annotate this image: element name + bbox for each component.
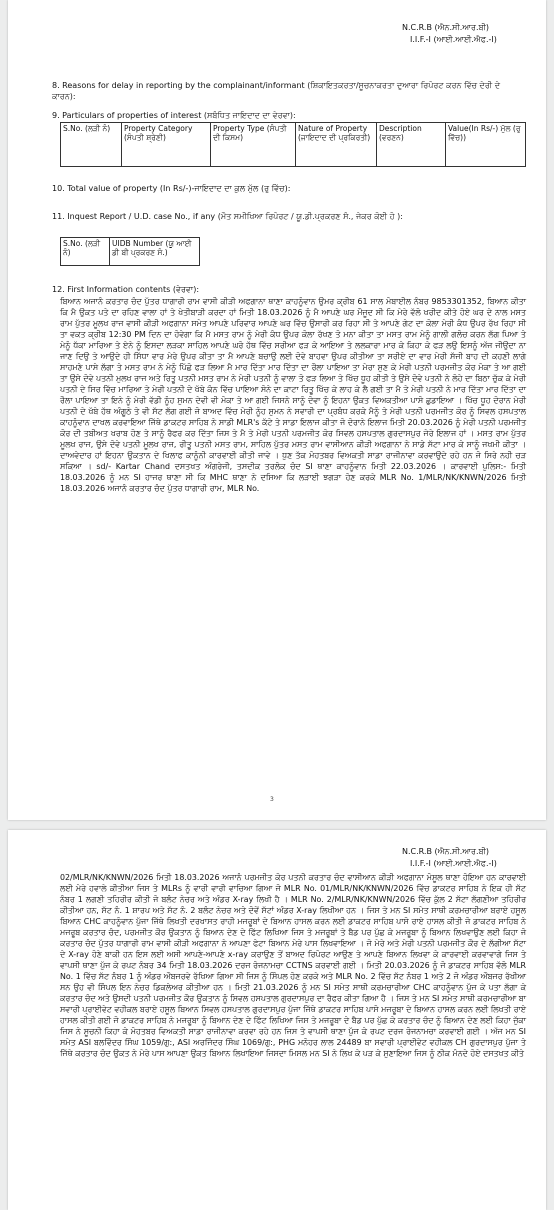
section-9-title: 9. Particulars of properties of interest xyxy=(52,111,202,120)
section-12-title: 12. First Information contents (ਵੇਰਵਾ): xyxy=(52,285,200,294)
first-information-text: ਬਿਆਨ ਅਜਾਨੰ ਕਰਤਾਰ ਚੰਦ ਪੁੱਤਰ ਧਾਗਾਰੀ ਰਾਮ ਵਾਸੀ ਕੀੜੀ ਅਫਗਾਨਾ ਥਾਣਾ ਕਾਹਨੂੰਵਾਨ ਉਮਰ ਕ੍ਰੀਬ 61 ਸਾਲ ਮੋਬਾਈਲ ਨੰਬਰ 9853301352, ਬਿਆਨ ਕੀਤਾ ਕਿ ਮੈ ਉਕਤ ਪਤੇ ਦਾ ਰਹਿਣ ਵਾਲਾ ਹਾਂ ਤੇ ਖੇਤੀਬਾੜੀ ਕਰਦਾ ਹਾਂ ਮਿਤੀ 18.03.2026 ਨੂੰ ਮੈ ਆਪਣੇ ਘਰ ਮੌਜੂਦ ਸੀ ਕਿ ਮੇਰੇ ਵੱਲੋ ਖਰੀਦ ਕੀਤੇ ਹੋਏ ਘਰ ਦੇ ਨਾਲ ਮਸਤ ਰਾਮ ਪੁੱਤਰ ਮੂਲਖ ਰਾਜ ਵਾਸੀ ਕੀੜੀ ਅਫਗਾਨਾ ਸਮੇਤ ਆਪਣੇ ਪਰਿਵਾਰ ਆਪਣੇ ਘਰ ਵਿੱਚ ਉਸਾਰੀ ਕਰ ਰਿਹਾ ਸੀ ਤੇ ਆਪਣੇ ਗੇਟ ਦਾ ਕੋਲਾ ਮੇਰੀ ਕੰਧ ਉਪਰ ਰੱਖ ਰਿਹਾ ਸੀ ਤਾ ਵਕਤ ਕ੍ਰੀਬ 12:30 PM ਦਿਨ ਦਾ ਹੋਵੇਗਾ ਕਿ ਮੈ ਮਸਤ ਰਾਮ ਨੂੰ ਮੇਰੀ ਕੰਧ ਉਪਰ ਕੋਲਾ ਰੱਖਣ ਤੋ ਮਨਾ ਕੀਤਾ ਤਾ ਮਸਤ ਰਾਮ ਮੇਨੂੰ ਗਾਲੀ ਗਲੋਚ ਕਰਨ ਲੱਗ ਪਿਆ ਤੇ ਮੇਨੂੰ ਧੱਕਾ ਮਾਰਿਆ ਤੇ ਏਨੇ ਨੂੰ ਇਸਦਾ ਲੜਕਾ ਸਾਹਿਲ ਆਪਣੇ ਘਰੋ ਹੱਥ ਵਿੱਚ ਸਰੀਆ ਫੜ ਕੇ ਆਇਆ ਤੇ ਲਲਕਾਰਾ ਮਾਰ ਕੇ ਕਿਹਾ ਕੇ ਫੜ ਲਉ ਇਸਨੂੰ ਅੱਜ ਜੀਉਦਾ ਨਾ ਜਾਣ ਦਿਉ ਤੇ ਆਉਦੇ ਹੀ ਸਿੱਧਾ ਵਾਰ ਮੇਰੇ ਉਪਰ ਕੀਤਾ ਤਾ ਮੈ ਆਪਣੇ ਬਚਾਉ ਲਈ ਦੋਵੇ ਬਾਹਵਾ ਉਪਰ ਕੀਤੀਆ ਤਾ ਸਰੀਏ ਦਾ ਵਾਰ ਮੇਰੀ ਸੱਜੀ ਬਾਹ ਦੀ ਕਹਣੀ ਲਾਗੇ ਸਾਹਮਣੇ ਪਾਸੇ ਲੱਗਾ ਤੇ ਮਸਤ ਰਾਮ ਨੇ ਮੇਨੂੰ ਪਿੱਛੋ ਫੜ ਲਿਆ ਮੈ ਮਾਰ ਦਿੱਤਾ ਮਾਰ ਦਿੱਤਾ ਦਾ ਰੌਲਾ ਪਾਇਆ ਤਾ ਮੇਰਾ ਸੁਣ ਕੇ ਮੇਰੀ ਪਤਨੀ ਪਰਮਜੀਤ ਕੋਰ ਮੋਕਾ ਤੇ ਆ ਗਈ ਤਾ ਉਸੇ ਦੋਵੇ ਪਤਨੀ ਮੁਲਖ ਰਾਜ ਅਤੇ ਰਿਤੂ ਪਤਨੀ ਮਸਤ ਰਾਮ ਨੇ ਮੇਰੀ ਪਤਨੀ ਨੂੰ ਵਾਲਾ ਤੋ ਫੜ ਲਿਆ ਤੇ ਖਿੱਚ ਧੂਹ ਕੀਤੀ ਤੇ ਉਸੇ ਦੋਵੇ ਪਤਨੀ ਨੇ ਲੋਹੇ ਦਾ ਬਿਠਾ ਚੁੱਕ ਕੇ ਮੇਰੀ ਪਤਨੀ ਦੇ ਸਿਰ ਵਿੱਚ ਮਾਰਿਆ ਤੇ ਮੇਰੀ ਪਤਨੀ ਦੇ ਖੱਬੇ ਕੰਨ ਵਿੱਚ ਪਾਇਆ ਸੋਨੇ ਦਾ ਕਾਟਾ ਰਿਤੂ ਖਿੱਚ ਕੇ ਲਾਹ ਕੇ ਲੈ ਗਈ ਤਾ ਮੈ ਤੇ ਮੇਰੀ ਪਤਨੀ ਨੇ ਮਾਰ ਦਿੱਤਾ ਮਾਰ ਦਿੱਤਾ ਦਾ ਰੌਲਾ ਪਾਇਆ ਤਾ ਇਨੇ ਨੂੰ ਮੇਰੀ ਵੱਡੀ ਨੂੰਹ ਸੁਮਨ ਦੇਵੀ ਵੀ ਮੋਕਾ ਤੇ ਆ ਗਈ ਜਿਸਨੇ ਸਾਨੂੰ ਦੋਵਾ ਨੂੰ ਇਹਨਾ ਉਕਤ ਵਿਅਕਤੀਆ ਪਾਸੋ ਛੁਡਾਇਆ । ਖਿੱਚ ਧੂਹ ਦੋਰਾਨ ਮੇਰੀ ਪਤਨੀ ਦੇ ਖੱਬੇ ਹੱਥ ਅੰਗੂਠੇ ਤੇ ਵੀ ਸੱਟ ਲੱਗ ਗਈ ਜੋ ਬਾਅਦ ਵਿੱਚ ਮੇਰੀ ਨੂੰਹ ਸੁਮਨ ਨੇ ਸਵਾਰੀ ਦਾ ਪ੍ਰਬੰਧ ਕਰਕੇ ਮੈਨੂੰ ਤੇ ਮੇਰੀ ਪਤਨੀ ਪਰਮਜੀਤ ਕੋਰ ਨੂੰ ਸਿਵਲ ਹਸਪਤਾਲ ਕਾਹਨੂੰਵਾਨ ਦਾਖਲ ਕਰਵਾਇਆ ਜਿੱਥੇ ਡਾਕਟਰ ਸਾਹਿਬ ਨੇ ਸਾਡੀ MLR's ਕੱਟੇ ਤੇ ਸਾਡਾ ਇਲਾਜ ਕੀਤਾ ਜੋ ਦੋਰਾਨੇ ਇਲਾਜ ਮਿਤੀ 20.03.2026 ਨੂੰ ਮੇਰੀ ਪਤਨੀ ਪਰਮਜੀਤ ਕੋਰ ਦੀ ਤਬੀਅਤ ਖਰਾਬ ਹੋਣ ਤੇ ਸਾਨੂੰ ਰੈਫਰ ਕਰ ਦਿੱਤਾ ਜਿਸ ਤੇ ਮੈ ਤੇ ਮੇਰੀ ਪਤਨੀ ਪਰਮਜੀਤ ਕੋਰ ਸਿਵਲ ਹਸਪਤਾਲ ਗੁਰਦਾਸਪੁਰ ਜੇਰੇ ਇਲਾਜ ਹਾਂ । ਮਸਤ ਰਾਮ ਪੁੱਤਰ ਮੂਲਖ ਰਾਜ, ਉਸੇ ਦੋਵੇ ਪਤਨੀ ਮੂਲਖ ਰਾਜ, ਰੀਤੂ ਪਤਨੀ ਮਸਤ ਰਾਮ, ਸਾਹਿਲ ਪੁੱਤਰ ਮਸਤ ਰਾਮ ਵਾਸੀਆਨ ਕੀੜੀ ਅਫਗਾਨਾ ਨੇ ਸਾਡੇ ਸੱਟਾ ਮਾਰ ਕੇ ਸਾਨੂੰ ਜਖਮੀ ਕੀਤਾ । ਦਾਅਵੇਦਾਰ ਹਾਂ ਇਹਨਾ ਉਕਤਾਨ ਦੇ ਖਿਲਾਫ ਕਾਨੂੰਨੀ ਕਾਰਵਾਈ ਕੀਤੀ ਜਾਵੇ । ਧੁਣ ਤੱਕ ਮੋਹਤਬਰ ਵਿਅਕਤੀ ਸਾਡਾ ਰਾਜੀਨਾਵਾ ਕਰਵਾਉਦੇ ਰਹੇ ਹਨ ਜੋ ਸਿਰੇ ਨਹੀ ਚੜ ਸਕਿਆ । sd/- Kartar Chand ਦਸਤਖਤ ਅੰਗਰੇਜੀ, ਤਸਦੀਕ ਤਰਲੋਕ ਚੰਦ SI ਥਾਣਾ ਕਾਹਨੂੰਵਾਨ ਮਿਤੀ 22.03.2026 । ਕਾਰਵਾਈ ਪੁਲਿਸ:- ਮਿਤੀ 18.03.2026 ਨੂੰ ਮਨ SI ਹਾਜਰ ਥਾਣਾ ਸੀ ਕਿ MHC ਥਾਣਾ ਨੇ ਦਸਿਆ ਕਿ ਲੜਾਈ ਝਗੜਾ ਹੋਣ ਕਰਕੇ MLR No. 1/MLR/NK/KNWN/2026 ਮਿਤੀ 18.03.2026 ਅਜਾਨੰ ਕਰਤਾਰ ਚੰਦ ਪੁੱਤਰ ਧਾਗਾਰੀ ਰਾਮ, MLR No. xyxy=(60,297,526,493)
col-nature-of-property: Nature of Property (ਜਾਇਦਾਦ ਦੀ ਪ੍ਰਕਿਰਤੀ) xyxy=(296,123,377,167)
ncrb-header xyxy=(402,22,522,46)
ncrb-header-page-2 xyxy=(402,846,522,870)
header-iif-2: I.I.F.-I (ਆਈ.ਆਈ.ਐਫ.-I) xyxy=(410,859,497,868)
header-iif: I.I.F.-I (ਆਈ.ਆਈ.ਐਫ.-I) xyxy=(410,35,497,44)
section-9-title-pa: (ਸਬੰਧਿਤ ਜਾਇਦਾਦ ਦਾ ਵੇਰਵਾ): xyxy=(203,111,296,120)
document-page-1 xyxy=(8,0,546,820)
col-sno: S.No. (ਲੜੀ ਨੰ) xyxy=(61,123,122,167)
header-ncrb: N.C.R.B (ਐਨ.ਸੀ.ਆਰ.ਬੀ) xyxy=(402,23,490,32)
section-9 xyxy=(52,110,522,121)
col-inquest-sno: S.No. (ਲੜੀ ਨੰ) xyxy=(61,238,110,266)
col-uidb-number: UIDB Number (ਯੂ ਆਈ ਡੀ ਬੀ ਪ੍ਰਕਰਣ ਸੰ.) xyxy=(110,238,200,266)
col-value: Value(In Rs/-) ਮੁੱਲ (ਰੁ ਵਿੱਚ)) xyxy=(446,123,526,167)
first-information-text-continued: 02/MLR/NK/KNWN/2026 ਮਿਤੀ 18.03.2026 ਅਜਾਨੰ ਪਰਮਜੀਤ ਕੋਰ ਪਤਨੀ ਕਰਤਾਰ ਚੰਦ ਵਾਸੀਆਨ ਕੀੜੀ ਅਫਗਾਨਾ ਮੋਸੂਲ ਥਾਣਾ ਹੋਇਆ ਹਨ ਕਾਰਵਾਈ ਲਈ ਮੇਰੇ ਹਵਾਲੇ ਕੀਤੀਆ ਜਿਸ ਤੇ MLRs ਨੂੰ ਵਾਰੀ ਵਾਰੀ ਵਾਚਿਆ ਗਿਆ ਜੋ MLR No. 01/MLR/NK/KNWN/2026 ਵਿੱਚ ਡਾਕਟਰ ਸਾਹਿਬ ਨੇ ਇਕ ਹੀ ਸੱਟ ਨੰਬਰ 1 ਲਗਣੀ ਤਹਿਰੀਰ ਕੀਤੀ ਜੋ ਬਲੰਟ ਨੇਚਰ ਅਤੇ ਅੰਡਰ X-ray ਲਿਖੀ ਹੈ । MLR No. 2/MLR/NK/KNWN/2026 ਵਿੱਚ ਕੁੱਲ 2 ਸੱਟਾ ਲੱਗਣੀਆ ਤਹਿਰੀਰ ਕੀਤੀਆ ਹਨ, ਸੱਟ ਨੰ. 1 ਸ਼ਾਰਪ ਅਤੇ ਸੱਟ ਨੰ. 2 ਬਲੰਟ ਨੇਚਰ ਅਤੇ ਦੋਵੇਂ ਸੱਟਾਂ ਅੰਡਰ X-ray ਲਿਖੀਆ ਹਨ । ਜਿਸ ਤੇ ਮਨ SI ਸਮੇਤ ਸਾਥੀ ਕਰਮਚਾਰੀਆ ਬਰਾਏ ਹਸੂਲ ਬਿਆਨ CHC ਕਾਹਨੂੰਵਾਨ ਪੁੱਜਾ ਜਿੱਥੇ ਲਿਖਤੀ ਦਰਖਾਸਤ ਰਾਹੀ ਮਜਰੂਬਾਂ ਦੇ ਬਿਆਨ ਹਾਸਲ ਕਰਨ ਲਈ ਡਾਕਟਰ ਸਾਹਿਬ ਪਾਸੋ ਰਾਏ ਹਾਸਲ ਕੀਤੀ ਜੋ ਡਾਕਟਰ ਸਾਹਿਬ ਨੇ ਮਜਰੂਬ ਕਰਤਾਰ ਚੰਦ, ਪਰਮਜੀਤ ਕੌਰ ਉਕਤਾਨ ਨੂੰ ਬਿਆਨ ਦੇਣ ਦੇ ਫਿੱਟ ਲਿਖਿਆ ਜਿਸ ਤੇ ਮਜਰੂਬਾਂ ਤੇ ਬੈਡ ਪਰ ਪੁੱਛ ਕੇ ਮਜਰੂਬਾ ਨੂੰ ਬਿਆਨ ਲਿਖਵਾਉਣ ਲਈ ਕਿਹਾ ਜੋ ਕਰਤਾਰ ਚੰਦ ਪੁੱਤਰ ਧਾਗਾਰੀ ਰਾਮ ਵਾਸੀ ਕੀੜੀ ਅਫਗਾਨਾ ਨੇ ਆਪਣਾ ਫੇਟਾ ਬਿਆਨ ਮੇਰੇ ਪਾਸ ਲਿਖਵਾਇਆ । ਜੋ ਮੇਰੇ ਅਤੇ ਮੇਰੀ ਪਤਨੀ ਪਰਮਜੀਤ ਕੌਰ ਦੇ ਲੱਗੀਆ ਸੱਟਾ ਦੇ X-ray ਹੋਣੇ ਬਾਕੀ ਹਨ ਇਸ ਲਈ ਅਸੀ ਆਪਣੇ-ਆਪਣੇ x-ray ਕਰਾਉਣ ਤੋਂ ਬਾਅਦ ਰਿਪੋਰਟ ਆਉਣ ਤੇ ਆਪਣੇ ਬਿਆਨ ਲਿਖਵਾ ਕੇ ਕਾਰਵਾਈ ਕਰਵਾਵਾਗੇ ਜਿਸ ਤੇ ਵਾਪਸੀ ਥਾਣਾ ਪੁੱਜ ਕੇ ਰਪਟ ਨੰਬਰ 34 ਮਿਤੀ 18.03.2026 ਦਰਜ ਰੋਜਨਾਮਚਾ CCTNS ਕਰਵਾਈ ਗਈ । ਮਿਤੀ 20.03.2026 ਨੂੰ ਜੋ ਡਾਕਟਰ ਸਾਹਿਬ ਵੱਲੋ MLR No. 1 ਵਿੱਚ ਸੱਟ ਨੰਬਰ 1 ਨੂੰ ਅੰਡਰ ਔਬਜਰਵੇ ਰੱਖਿਆ ਗਿਆ ਸੀ ਜਿਸ ਨੂੰ ਸਿੰਪਲ ਹੋਣ ਕਰਕੇ ਅਤੇ MLR No. 2 ਵਿੱਚ ਸੱਟ ਨੰਬਰ 1 ਅਤੇ 2 ਜੋ ਅੰਡਰ ਔਬਜਰ ਰੱਖੀਆ ਸਨ ਉਹ ਵੀ ਸਿੰਪਲ ਇਨ ਨੇਚਰ ਡਿਕਲੇਅਰ ਕੀਤੀਆ ਹਨ । ਮਿਤੀ 21.03.2026 ਨੂੰ ਮਨ SI ਸਮੇਤ ਸਾਥੀ ਕਰਮਚਾਰੀਆ CHC ਕਾਹਨੂੰਵਾਨ ਪੁੱਜ ਕੇ ਪਤਾ ਲੱਗਾ ਕੇ ਕਰਤਾਰ ਚੰਦ ਅਤੇ ਉਸਦੀ ਪਤਨੀ ਪਰਮਜੀਤ ਕੌਰ ਉਕਤਾਨ ਨੂੰ ਸਿਵਲ ਹਸਪਤਾਲ ਗੁਰਦਾਸਪੁਰ ਦਾ ਰੈਫਰ ਕੀਤਾ ਗਿਆ ਹੈ । ਜਿਸ ਤੇ ਮਨ SI ਸਮੇਤ ਸਾਥੀ ਕਰਮਚਾਰੀਆ ਬਾ ਸਵਾਰੀ ਪ੍ਰਾਈਵੇਟ ਵਹੀਕਲ ਬਰਾਏ ਹਸੂਲ ਬਿਆਨ ਸਿਵਲ ਹਸਪਤਾਲ ਗੁਰਦਾਸਪੁਰ ਪੁੱਜਾ ਜਿੱਥੇ ਡਾਕਟਰ ਸਾਹਿਬ ਪਾਸੋ ਮਜਰੂਬਾ ਦੇ ਬਿਆਨ ਹਾਸਲ ਕਰਨ ਲਈ ਲਿਖਤੀ ਰਾਏ ਹਾਸਲ ਕੀਤੀ ਗਈ ਜੋ ਡਾਕਟਰ ਸਾਹਿਬ ਨੇ ਮਜਰੂਬਾ ਨੂੰ ਬਿਆਨ ਦੇਣ ਦੇ ਫਿੱਟ ਲਿਖਿਆ ਜਿਸ ਤੇ ਮਜਰੂਬਾ ਦੇ ਬੈਡ ਪਰ ਪੁੱਛ ਕੇ ਕਰਤਾਰ ਚੰਦ ਨੂੰ ਬਿਆਨ ਦੇਣ ਲਈ ਕਿਹਾ ਜੁੱਕਾ ਜਿਸ ਨੇ ਸੂਚਨੀ ਕਿਹਾ ਕੇ ਮੋਹਤਬਰ ਵਿਅਕਤੀ ਸਾਡਾ ਰਾਜੀਨਾਵਾ ਕਰਵਾ ਰਹੇ ਹਨ ਜਿਸ ਤੇ ਵਾਪਸੀ ਥਾਣਾ ਪੁੱਜ ਕੇ ਰਪਟ ਦਰਜ ਰੋਜਨਾਮਚਾ ਕਰਵਾਈ ਗਈ । ਅੱਜ ਮਨ SI ਸਮੇਤ ASI ਬਲਵਿੰਦਰ ਸਿੰਘ 1059/ਗੁ:, ASI ਅਰਜਿੰਦਰ ਸਿੰਘ 1069/ਗੁ:, PHG ਮਨੋਹਰ ਲਾਲ 24489 ਬਾ ਸਵਾਰੀ ਪ੍ਰਾਈਵੇਟ ਵਹੀਕਲ CH ਗੁਰਦਾਸਪੁਰ ਪੁੱਜਾ ਤੇ ਜਿੱਥੇ ਕਰਤਾਰ ਚੰਦ ਉਕਤ ਨੇ ਮੇਰੇ ਪਾਸ ਆਪਣਾ ਉਕਤ ਬਿਆਨ ਲਿਖਾਇਆ ਜਿਸਦਾ ਮਿਸਲ ਮਨ SI ਨੇ ਲਿਖ ਕੇ ਪੜ ਕੇ ਸੁਣਾਇਆ ਜਿਸ ਨੂੰ ਠੀਕ ਮੰਨਦੇ ਹੋਏ ਦਸਤਖਤ ਕੀਤੇ xyxy=(60,873,526,1058)
col-property-type: Property Type (ਸੰਪਤੀ ਦੀ ਕਿਸਮ) xyxy=(211,123,296,167)
inquest-table xyxy=(60,237,200,266)
section-8-title: 8. Reasons for delay in reporting by the complainant/informant xyxy=(52,81,305,90)
col-property-category: Property Category (ਸੰਪਤੀ ਸ਼੍ਰੇਣੀ) xyxy=(122,123,211,167)
section-11-title: 11. Inquest Report / U.D. case No., if any xyxy=(52,212,216,221)
col-description: Description (ਵਰਣਨ) xyxy=(377,123,446,167)
section-11 xyxy=(52,211,522,222)
document-page-2 xyxy=(8,830,546,1210)
page-number: 3 xyxy=(270,796,274,803)
header-ncrb-2: N.C.R.B (ਐਨ.ਸੀ.ਆਰ.ਬੀ) xyxy=(402,847,490,856)
section-10: 10. Total value of property (In Rs/-)-ਜਾਇਦਾਦ ਦਾ ਕੁਲ ਮੁੱਲ (ਰੁ ਵਿੱਚ): xyxy=(52,184,291,193)
section-8-title-pa: (ਸ਼ਿਕਾਇਤਕਰਤਾ/ਸੂਚਨਾਕਰਤਾ ਦੁਆਰਾ ਰਿਪੋਰਟ ਕਰਨ ਵਿੱਚ ਦੇਰੀ ਦੇ ਕਾਰਨ): xyxy=(52,81,501,101)
section-11-title-pa: (ਮੌਤ ਸਮੀਖਿਆ ਰਿਪੋਰਟ / ਯੂ.ਡੀ.ਪ੍ਰਕਰਣ ਸੰ., ਜੇਕਰ ਕੋਈ ਹੋ ): xyxy=(217,212,403,221)
property-table xyxy=(60,122,526,167)
section-8 xyxy=(52,80,522,102)
